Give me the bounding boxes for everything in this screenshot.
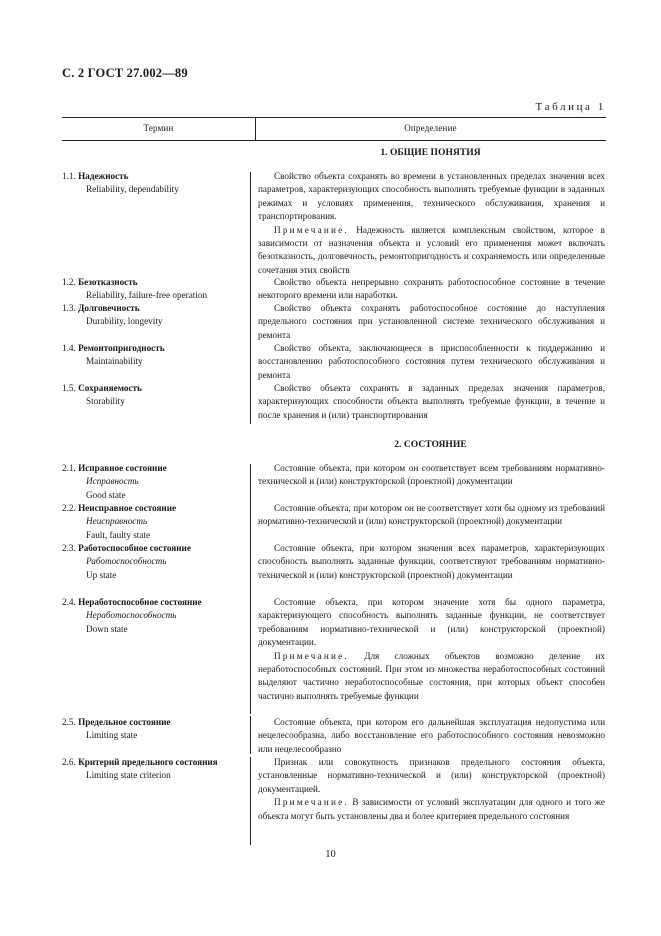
definition-entry (258, 716, 605, 756)
definition-entry (258, 756, 605, 823)
definition-text: Состояние объекта, при котором значение хотя бы одного параметра, характеризующего способность выполнять заданные функции, не соответствует требованиям нормативно-технической и (или) конструкторской (проектной) документации. (258, 597, 605, 648)
term-number: 1.5. (62, 383, 76, 393)
definition-entry (258, 342, 605, 382)
table-header-rule (62, 140, 606, 141)
definition-note (258, 650, 605, 704)
section-title: 1. ОБЩИЕ ПОНЯТИЯ (380, 147, 481, 158)
table-top-rule (62, 117, 606, 118)
definition-note (258, 796, 605, 823)
term-entry (62, 542, 252, 582)
note-label: Примечание. (274, 224, 349, 235)
document-header: С. 2 ГОСТ 27.002—89 (62, 66, 188, 80)
term-alternative: Неисправность (86, 516, 148, 527)
term-name: Сохраняемость (78, 383, 142, 393)
term-number: 2.4. (62, 597, 76, 607)
term-english: Limiting state (86, 730, 138, 741)
term-english: Durability, longevity (86, 316, 163, 327)
note-text: Для сложных объектов возможно деление их неработоспособных состояний. При этом из множества неработоспособных состояний выделяют частично неработоспособные состояния, при которых объект способен частично выполнять требуемые функции (258, 650, 605, 701)
term-number: 2.5. (62, 717, 76, 727)
page-number: 10 (325, 849, 336, 860)
term-number: 1.3. (62, 303, 76, 313)
term-english: Good state (86, 489, 126, 500)
term-name: Долговечность (78, 303, 140, 313)
term-name: Предельное состояние (78, 717, 171, 727)
term-alternative: Работоспособность (86, 556, 167, 567)
term-name: Неисправное состояние (78, 503, 177, 513)
section-title: 2. СОСТОЯНИЕ (394, 439, 467, 450)
term-entry (62, 342, 252, 369)
term-english: Storability (86, 396, 125, 407)
term-alternative: Неработоспособность (86, 610, 177, 621)
term-name: Критерий предельного состояния (78, 757, 218, 767)
definition-entry (258, 382, 605, 422)
definition-text: Состояние объекта, при котором он соответствует всем требованиям нормативно-технической и (или) конструкторской (проектной) документации (258, 463, 605, 487)
note-label: Примечание. (274, 797, 349, 808)
term-name: Неработоспособное состояние (78, 597, 202, 607)
table-title: Таблица 1 (535, 101, 606, 113)
term-number: 2.3. (62, 543, 76, 553)
definition-text: Свойство объекта непрерывно сохранять работоспособное состояние в течение некоторого времени или наработки. (258, 277, 605, 301)
term-entry (62, 716, 252, 743)
term-english: Up state (86, 569, 117, 580)
term-number: 1.4. (62, 343, 76, 353)
column-header-term: Термин (143, 123, 174, 133)
definition-entry (258, 170, 605, 277)
term-english: Fault, faulty state (86, 529, 151, 540)
definition-text: Свойство объекта сохранять в заданных пределах значения параметров, характеризующих способности объекта выполнять требуемые функции, в течение и после хранения и (или) транспортирования (258, 383, 605, 420)
term-english: Reliability, failure-free operation (86, 290, 208, 301)
definition-text: Состояние объекта, при котором он не соответствует хотя бы одному из требований нормативно-технической и (или) конструкторской (проектной) документации (258, 503, 605, 527)
term-english: Maintainability (86, 356, 143, 367)
term-name: Ремонтопригодность (78, 343, 165, 353)
term-english: Reliability, dependability (86, 184, 179, 195)
term-english: Limiting state criterion (86, 770, 171, 781)
definition-text: Признак или совокупность признаков предельного состояния объекта, установленные нормативно-технической и (или) конструкторской (проектной) документацией. (258, 757, 605, 794)
term-english: Down state (86, 623, 128, 634)
term-entry (62, 596, 252, 636)
column-header-definition: Определение (404, 123, 457, 133)
term-number: 2.2. (62, 503, 76, 513)
definition-note (258, 224, 605, 278)
definition-entry (258, 596, 605, 703)
note-label: Примечание. (274, 650, 349, 661)
term-number: 2.1. (62, 463, 76, 473)
note-text: Надежность является комплексным свойством, которое в зависимости от назначения объекта и условий его применения может включать безотказность, долговечность, ремонтопригодность и сохраняемость или определенные сочетания этих свойств (258, 224, 606, 275)
definition-entry (258, 502, 605, 529)
definition-entry (258, 542, 605, 582)
term-entry (62, 462, 252, 502)
definition-text: Свойство объекта сохранять во времени в установленных пределах значения всех параметров, характеризующих способность выполнять требуемые функции в заданных режимах и условиях применения, технического обслуживания, хранения и транспортирования. (258, 171, 605, 222)
definition-entry (258, 462, 605, 489)
term-alternative: Исправность (86, 476, 139, 487)
term-name: Надежность (78, 171, 129, 181)
definition-entry (258, 302, 605, 342)
note-text: В зависимости от условий эксплуатации для одного и того же объекта могут быть установлены два и более критериев предельного состояния (258, 797, 605, 821)
term-entry (62, 756, 252, 783)
term-name: Исправное состояние (78, 463, 167, 473)
term-entry (62, 170, 252, 197)
term-number: 1.1. (62, 171, 76, 181)
term-number: 2.6. (62, 757, 76, 767)
definition-text: Свойство объекта сохранять работоспособное состояние до наступления предельного состояния при установленной системе технического обслуживания и ремонта (258, 303, 605, 340)
term-entry (62, 382, 252, 409)
definition-text: Свойство объекта, заключающееся в приспособленности к поддержанию и восстановлению работоспособного состояния путем технического обслуживания и ремонта (258, 343, 605, 380)
term-number: 1.2. (62, 277, 76, 287)
definition-text: Состояние объекта, при котором значения всех параметров, характеризующих способность выполнять заданные функции, соответствуют требованиям нормативно-технической и (или) конструкторской (проектной) документации (258, 543, 605, 580)
term-entry (62, 302, 252, 329)
term-name: Работоспособное состояние (78, 543, 191, 553)
definition-entry (258, 276, 605, 303)
term-entry (62, 502, 252, 542)
definition-text: Состояние объекта, при котором его дальнейшая эксплуатация недопустима или нецелесообразна, либо восстановление его работоспособного состояния невозможно или нецелесообразно (258, 717, 605, 754)
term-name: Безотказность (78, 277, 138, 287)
term-entry (62, 276, 252, 303)
